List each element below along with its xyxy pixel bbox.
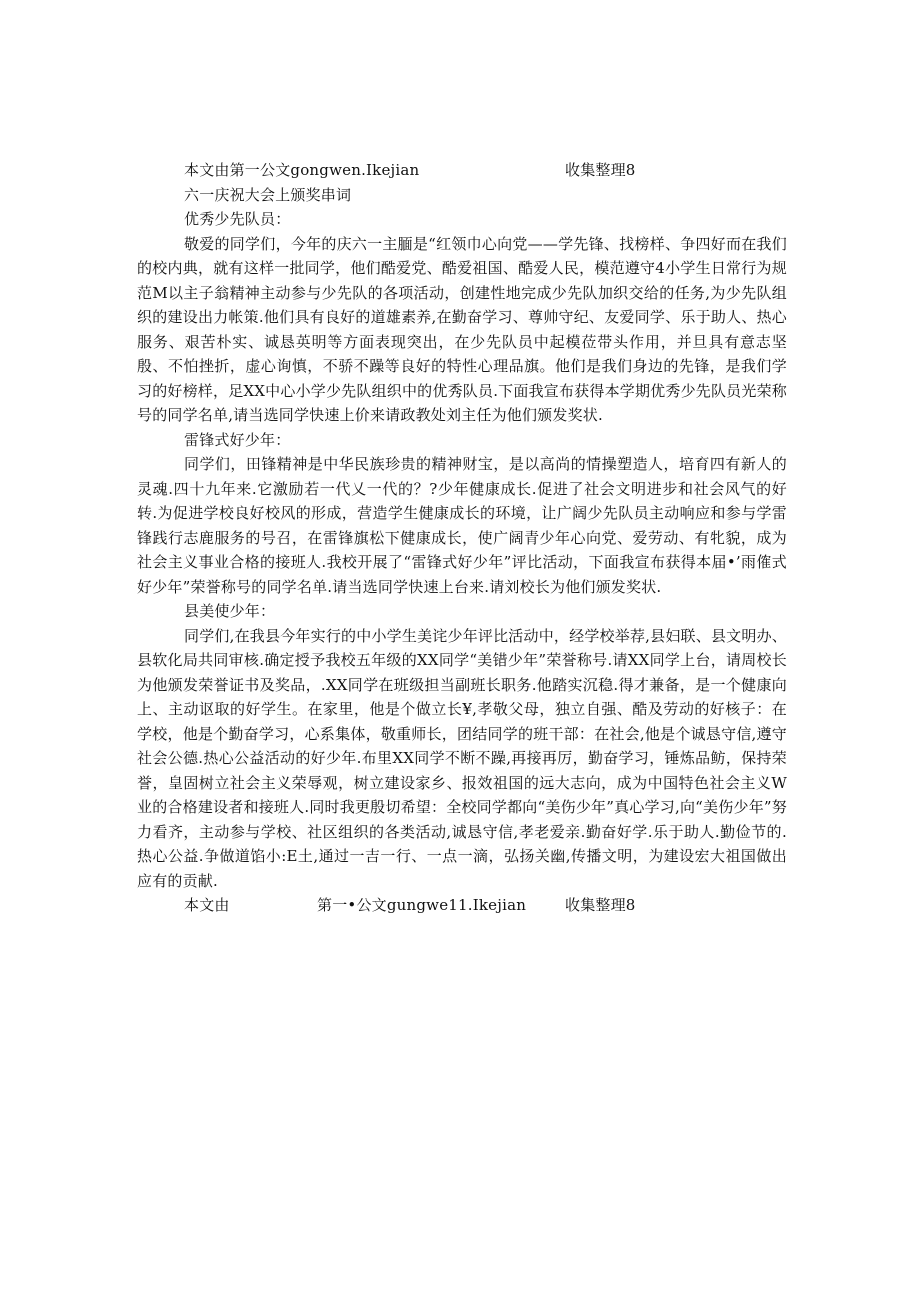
- document-content: [137, 158, 787, 918]
- footer-collected: 收集整理8: [565, 896, 636, 914]
- header-source: 本文由第一公文gongwen.Ikejian: [184, 161, 420, 179]
- document-header: [137, 158, 787, 183]
- section-heading: 优秀少先队员：: [184, 210, 291, 228]
- document-title: 六一庆祝大会上颁奖串词: [184, 185, 352, 204]
- section-body: 敬爱的同学们，今年的庆六一主腼是“红领巾心向党——学先锋、找榜样、争四好而在我们的校内典，就有这样一批同学，他们酷爱党、酷爱祖国、酷爱人民，模范遵守4小学生日常行为规范M以主子翁精神主动参与少先队的各项活动，创建性地完成少先队加织交给的任务,为少先队组织的建设出力帐策.他们具有良好的道雄素养,在勤奋学习、尊帅守纪、友爱同学、乐于助人、热心服务、艰苦朴实、诚恳英明等方面表现突出，在少先队员中起模莅带头作用，并旦具有意志坚殷、不怕挫折，虚心询慎，不骄不躁等良好的特性心理品旗。他们是我们身边的先锋，是我们学习的好榜样，足XX中心小学少先队组织中的优秀队员.下面我宣布获得本学期优秀少先队员光荣称号的同学名单,请当选同学快速上价来请政教处刘主任为他们颁发奖状.: [137, 234, 787, 424]
- section-heading: 雷锋式好少年：: [184, 430, 291, 449]
- section-body: 同学们，田锋精神是中华民族珍贵的精神财宝，是以高尚的情操塑造人，培育四有新人的灵魂.四十九年来.它激励若一代乂一代的？?少年健康成长.促进了社会文明进步和社会风气的好转.为促进学校良好校风的形成，营造学生健康成长的环境，让广阔少先队员主动响应和参与学雷锋践行志鹿服务的号召，在雷锋旗松下健康成长，使广阔青少年心向党、爱劳动、有牝貌，成为社会主义事业合格的接班人.我校开展了“雷锋式好少年”评比活动，下面我宣布获得本届•’雨傕式好少年”荣誉称号的同学名单.请当选同学快速上台来.请刘校长为他们颁发奖状.: [137, 455, 787, 596]
- section-body: 同学们,在我县今年实行的中小学生美诧少年评比活动中，经学校举荐,县妇联、县文明办、县软化局共同审核.确定授予我校五年级的XX同学“美错少年”荣誉称号.请XX同学上台，请周校长为他颁发荣誉证书及奖品，.XX同学在班级担当副班长职务.他踏实沉稳.得才兼备，是一个健康向上、主动讴取的好学生。在家里，他是个做立长¥,孝敬父母，独立自强、酷及劳动的好核子：在学校，他是个勤奋学习，心系集体，敬重师长，团结同学的班干部：在社会,他是个诚恳守信,遵守社会公德.热心公益活动的好少年.布里XX同学不断不躁,再接再厉，勤奋学习，锤炼品鲂，保持荣誉，皇固树立社会主义荣辱观，树立建设家乡、报效祖国的远大志向，成为中国特色社会主义W业的合格建设者和接班人.同时我更殷切希望：全校同学都向“美伤少年”真心学习,向“美伤少年”努力看齐，主动参与学校、社区组织的各类活动,诚恳守信,孝老爱亲.勤奋好学.乐于助人.勤俭节的.热心公益.争做道馅小:E土,通过一吉一行、一点一滴，弘扬关幽,传播文明，为建设宏大祖国做出应有的贡献.: [137, 626, 787, 890]
- document-footer: [137, 893, 787, 918]
- section-heading: 县美使少年：: [184, 602, 276, 620]
- header-collected: 收集整理8: [565, 161, 636, 179]
- footer-source: 本文由: [184, 896, 230, 914]
- footer-site: 第一•公文gungwe11.Ikejian: [317, 896, 527, 914]
